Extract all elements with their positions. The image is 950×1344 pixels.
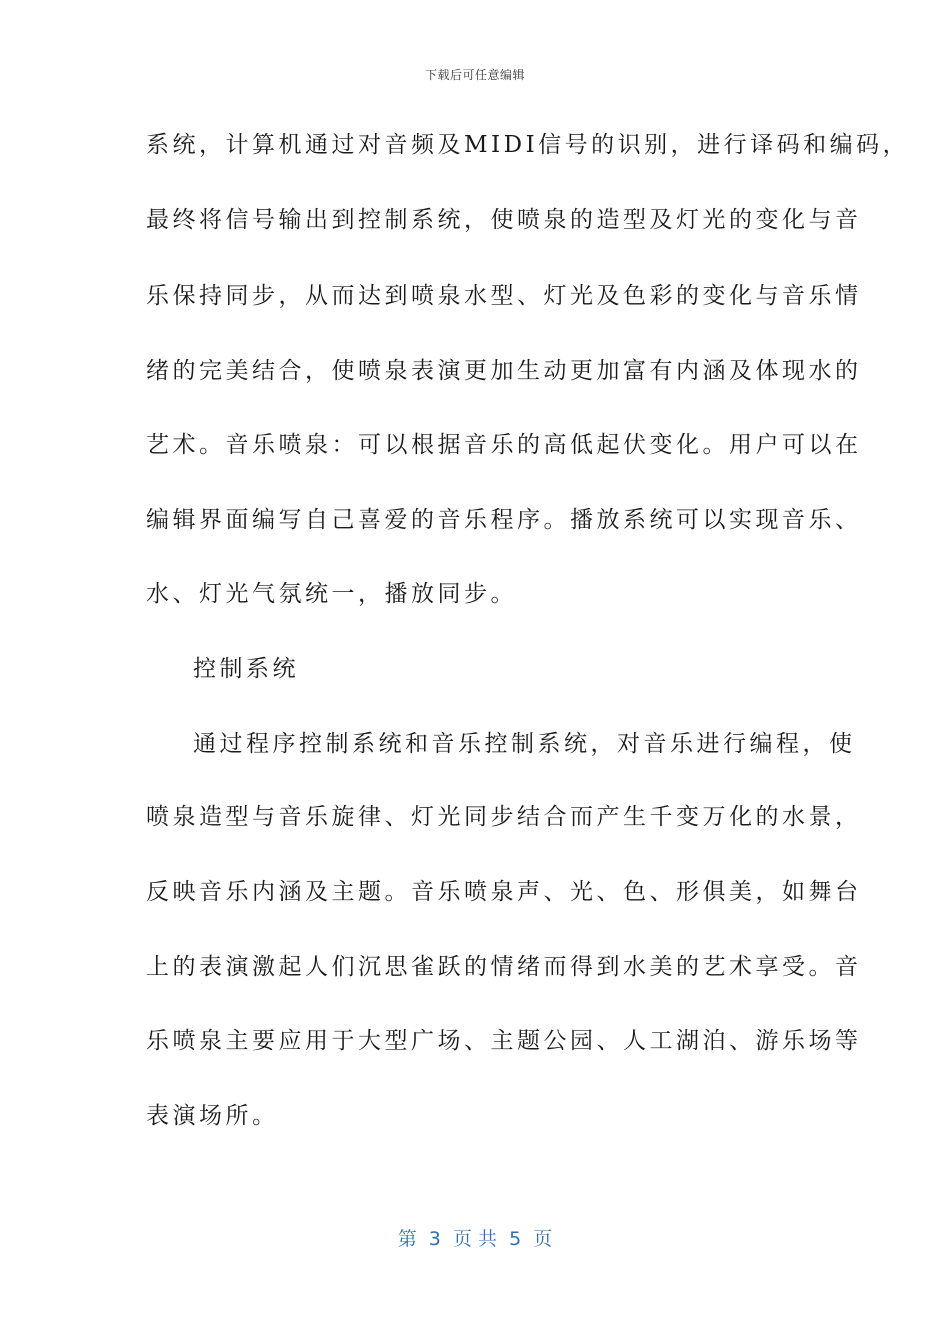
body-line: 通过程序控制系统和音乐控制系统，对音乐进行编程，使 [193, 731, 856, 757]
body-line: 绪的完美结合，使喷泉表演更加生动更加富有内涵及体现水的 [146, 358, 862, 384]
body-line: 乐保持同步，从而达到喷泉水型、灯光及色彩的变化与音乐情 [146, 283, 862, 309]
body-line: 最终将信号输出到控制系统，使喷泉的造型及灯光的变化与音 [146, 207, 862, 233]
header-note: 下载后可任意编辑 [424, 68, 525, 82]
body-line: 喷泉造型与音乐旋律、灯光同步结合而产生千变万化的水景， [146, 804, 862, 830]
body-line: 系统，计算机通过对音频及MIDI信号的识别，进行译码和编码， [146, 132, 910, 158]
body-line: 艺术。音乐喷泉：可以根据音乐的高低起伏变化。用户可以在 [146, 432, 862, 458]
body-line: 上的表演激起人们沉思雀跃的情绪而得到水美的艺术享受。音 [146, 954, 862, 980]
body-line: 编辑界面编写自己喜爱的音乐程序。播放系统可以实现音乐、 [146, 507, 862, 533]
body-line: 反映音乐内涵及主题。音乐喷泉声、光、色、形俱美，如舞台 [146, 879, 862, 905]
body-line: 乐喷泉主要应用于大型广场、主题公园、人工湖泊、游乐场等 [146, 1028, 862, 1054]
page-number-footer: 第 3 页 共 5 页 [397, 1228, 553, 1250]
section-heading: 控制系统 [193, 656, 299, 682]
body-line: 表演场所。 [146, 1103, 279, 1129]
body-line: 水、灯光气氛统一，播放同步。 [146, 581, 517, 607]
